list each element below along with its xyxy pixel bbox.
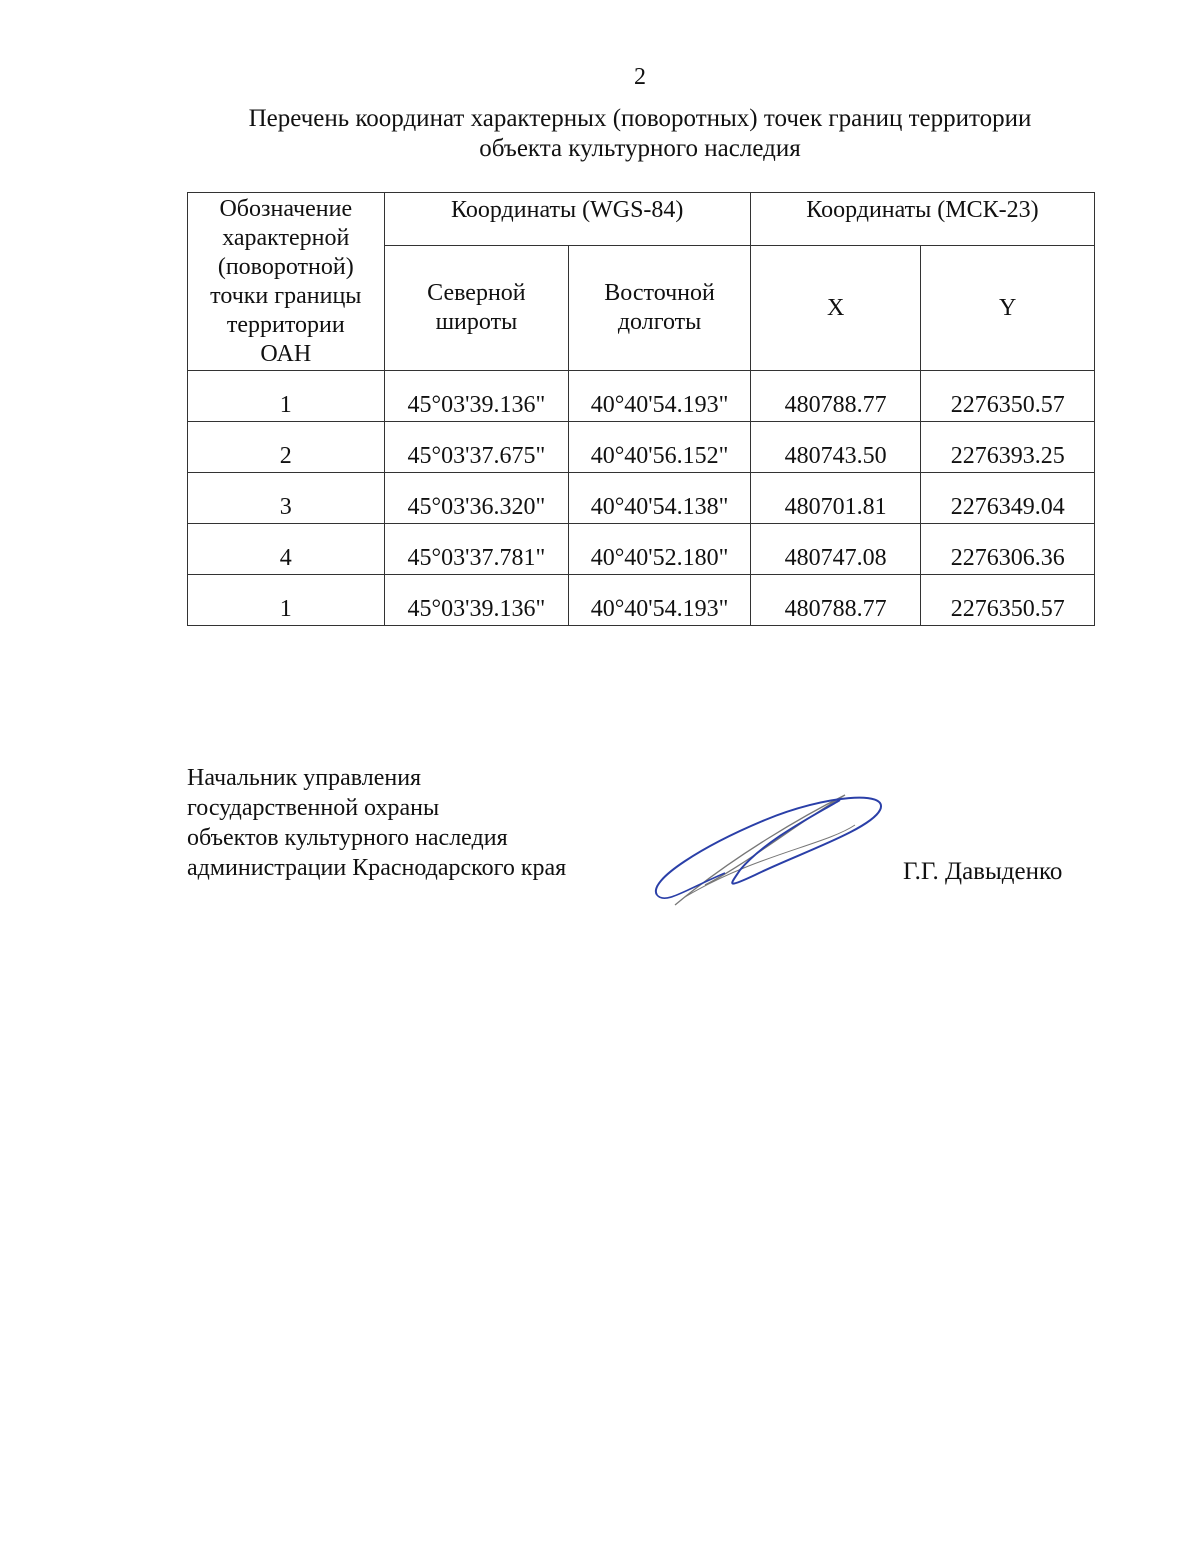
latitude-cell: 45°03'39.136" <box>384 575 569 626</box>
y-cell: 2276350.57 <box>921 575 1095 626</box>
y-cell: 2276350.57 <box>921 371 1095 422</box>
latitude-cell: 45°03'36.320" <box>384 473 569 524</box>
page-number: 2 <box>634 64 646 90</box>
signature-ink-stroke <box>657 873 725 898</box>
wgs84-group-header: Координаты (WGS-84) <box>384 193 750 246</box>
y-cell: 2276393.25 <box>921 422 1095 473</box>
point-cell: 1 <box>188 371 385 422</box>
longitude-cell: 40°40'56.152" <box>569 422 751 473</box>
signature-trace-stroke <box>685 825 855 897</box>
y-header: Y <box>921 246 1095 371</box>
title-line-2: объекта культурного наследия <box>479 135 801 162</box>
signer-position-line: объектов культурного наследия <box>187 825 508 851</box>
x-cell: 480788.77 <box>750 371 921 422</box>
signer-position <box>187 763 566 883</box>
table-row <box>188 371 1095 422</box>
x-cell: 480701.81 <box>750 473 921 524</box>
longitude-cell: 40°40'54.138" <box>569 473 751 524</box>
table-row <box>188 575 1095 626</box>
latitude-cell: 45°03'39.136" <box>384 371 569 422</box>
longitude-cell: 40°40'54.193" <box>569 575 751 626</box>
table-row <box>188 524 1095 575</box>
coordinates-table <box>187 192 1095 626</box>
signer-position-line: государственной охраны <box>187 795 440 821</box>
y-cell: 2276306.36 <box>921 524 1095 575</box>
longitude-cell: 40°40'54.193" <box>569 371 751 422</box>
point-designation-header: Обозначение характерной (поворотной) точки границы территории ОАН <box>188 193 385 371</box>
signer-position-line: Начальник управления <box>187 765 422 791</box>
x-header: X <box>750 246 921 371</box>
longitude-cell: 40°40'52.180" <box>569 524 751 575</box>
longitude-header: Восточной долготы <box>569 246 751 371</box>
y-cell: 2276349.04 <box>921 473 1095 524</box>
latitude-cell: 45°03'37.675" <box>384 422 569 473</box>
point-cell: 3 <box>188 473 385 524</box>
latitude-cell: 45°03'37.781" <box>384 524 569 575</box>
handwritten-signature <box>645 785 890 915</box>
x-cell: 480747.08 <box>750 524 921 575</box>
point-cell: 4 <box>188 524 385 575</box>
point-cell: 2 <box>188 422 385 473</box>
title-line-1: Перечень координат характерных (поворотных) точек границ территории <box>248 105 1032 132</box>
signer-position-line: администрации Краснодарского края <box>187 855 567 881</box>
x-cell: 480788.77 <box>750 575 921 626</box>
table-row <box>188 473 1095 524</box>
signer-name: Г.Г. Давыденко <box>903 858 1063 885</box>
table-row <box>188 422 1095 473</box>
x-cell: 480743.50 <box>750 422 921 473</box>
point-cell: 1 <box>188 575 385 626</box>
msk23-group-header: Координаты (МСК-23) <box>750 193 1094 246</box>
latitude-header: Северной широты <box>384 246 569 371</box>
document-title <box>200 104 1080 164</box>
